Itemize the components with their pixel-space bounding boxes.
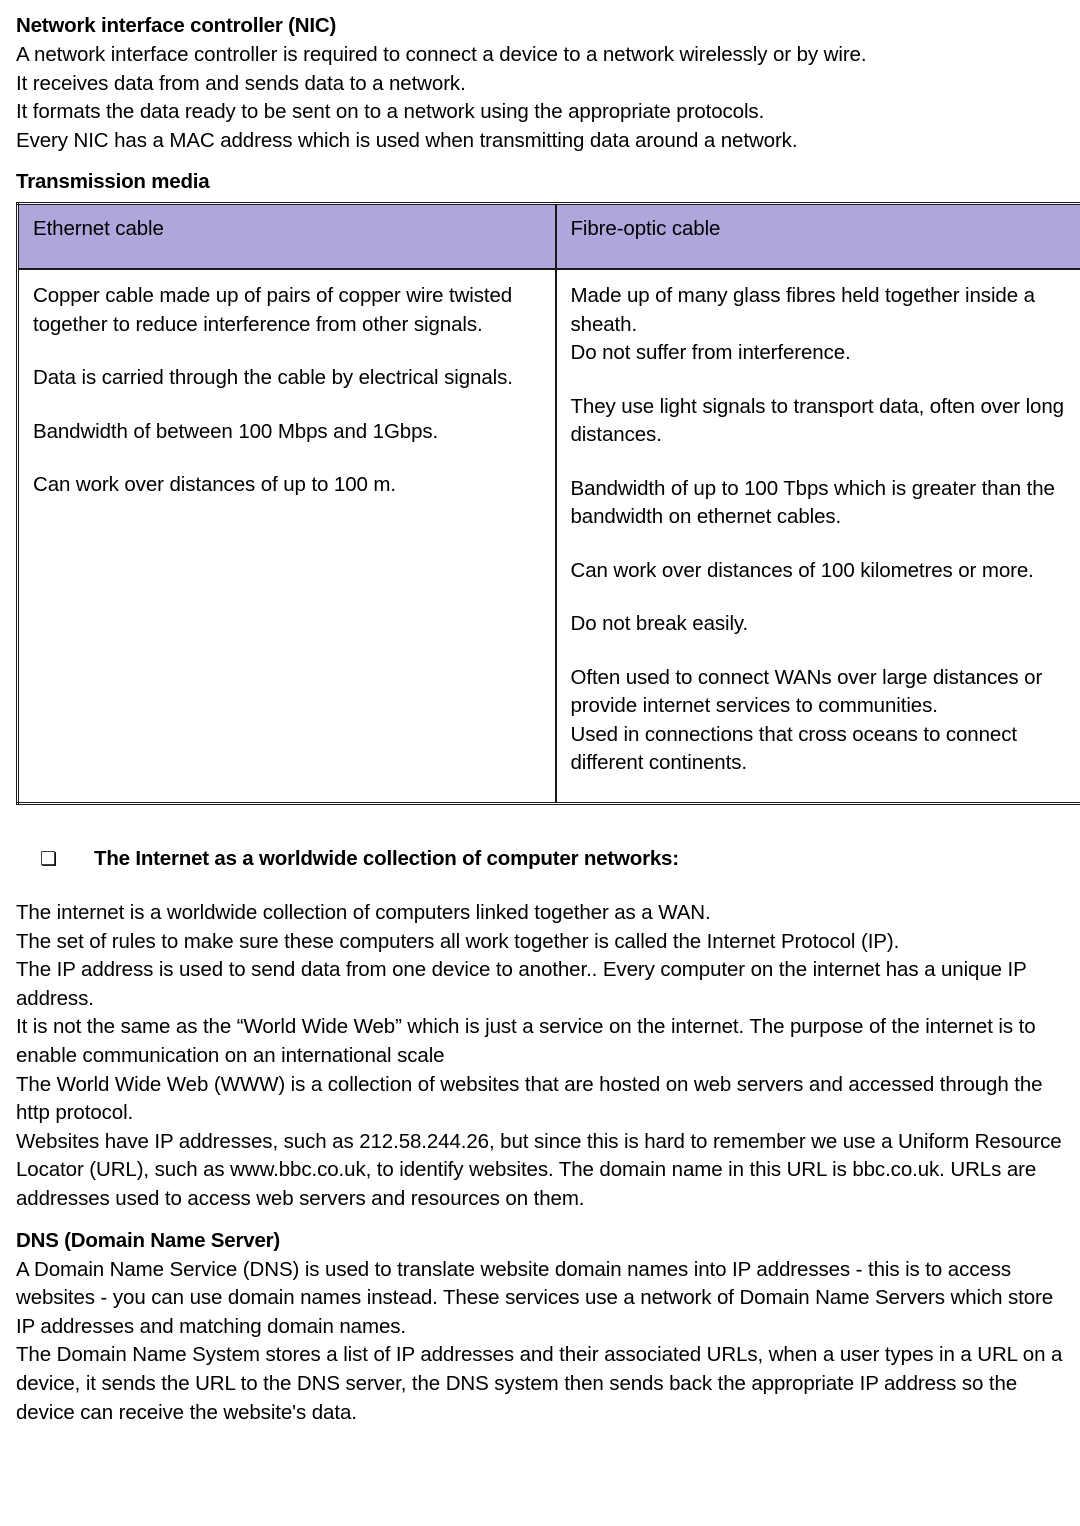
transmission-media-heading: Transmission media — [16, 170, 210, 193]
table-row — [18, 269, 1080, 804]
internet-paragraph-5: The World Wide Web (WWW) is a collection of websites that are hosted on web servers and accessed through the http protocol. — [16, 1072, 1043, 1125]
fibre-point-1 — [571, 282, 1069, 368]
column-header-fibre-optic-cable: Fibre-optic cable — [556, 204, 1080, 270]
fibre-point-2: They use light signals to transport data, often over long distances. — [570, 394, 1064, 446]
ethernet-point-2: Data is carried through the cable by electrical signals. — [33, 366, 513, 389]
transmission-media-table — [16, 202, 1080, 805]
nic-heading: Network interface controller (NIC) — [16, 14, 337, 37]
fibre-point-5: Do not break easily. — [570, 612, 749, 635]
ethernet-point-4: Can work over distances of up to 100 m. — [33, 473, 397, 496]
nic-line-4: Every NIC has a MAC address which is used when transmitting data around a network. — [16, 128, 798, 152]
fibre-point-1-line-2: Do not suffer from interference. — [570, 341, 851, 364]
fibre-point-3: Bandwidth of up to 100 Tbps which is greater than the bandwidth on ethernet cables. — [570, 476, 1055, 528]
internet-paragraph-2: The set of rules to make sure these computers all work together is called the Internet Protocol (IP). — [16, 929, 900, 953]
nic-line-2: It receives data from and sends data to a network. — [16, 71, 466, 95]
fibre-point-6 — [571, 664, 1069, 778]
internet-paragraph-3: The IP address is used to send data from one device to another.. Every computer on the internet has a unique IP address. — [16, 958, 1027, 1010]
ethernet-point-3: Bandwidth of between 100 Mbps and 1Gbps. — [33, 419, 439, 443]
internet-paragraph-4: It is not the same as the “World Wide Web” which is just a service on the internet. The purpose of the internet is to enable communication on an international scale — [16, 1015, 1036, 1067]
transmission-media-table-wrap — [16, 202, 1064, 805]
table-header-row — [18, 204, 1080, 270]
section-dns — [16, 1227, 1064, 1428]
spacer — [16, 1214, 1064, 1227]
internet-heading: The Internet as a worldwide collection of computer networks: — [94, 847, 679, 870]
dns-paragraph-2: The Domain Name System stores a list of IP addresses and their associated URLs, when a user types in a URL on a device, it sends the URL to the DNS server, the DNS system then sends back the appropriate IP address so the device can receive the website's data. — [16, 1343, 1063, 1424]
internet-paragraph-6: Websites have IP addresses, such as 212.58.244.26, but since this is hard to remember we use a Uniform Resource Locator (URL), such as www.bbc.co.uk, to identify websites. The domain name in this URL is bbc.co.uk. URLs are addresses used to access web servers and resources on them. — [16, 1129, 1062, 1210]
fibre-point-1-line-1: Made up of many glass fibres held together inside a sheath. — [570, 284, 1035, 336]
fibre-point-6-line-2: Used in connections that cross oceans to connect different continents. — [570, 722, 1017, 774]
section-internet — [16, 845, 1064, 1214]
spacer — [16, 805, 1064, 845]
internet-bullet-heading-row — [16, 845, 1064, 873]
nic-line-1: A network interface controller is required to connect a device to a network wirelessly or by wire. — [16, 43, 867, 66]
ethernet-point-1: Copper cable made up of pairs of copper wire twisted together to reduce interference from other signals. — [33, 284, 513, 336]
spacer — [16, 155, 1064, 168]
nic-line-3: It formats the data ready to be sent on to a network using the appropriate protocols. — [16, 100, 765, 123]
shadowed-square-bullet-icon: ❏ — [40, 848, 58, 870]
dns-paragraph-1: A Domain Name Service (DNS) is used to translate website domain names into IP addresses - this is to access websites - you can use domain names instead. These services use a network of Domain Name Servers which store IP addresses and matching domain names. — [16, 1257, 1054, 1338]
section-transmission-media — [16, 168, 1064, 805]
dns-heading: DNS (Domain Name Server) — [16, 1228, 281, 1252]
column-header-ethernet-cable: Ethernet cable — [18, 204, 556, 270]
fibre-point-6-line-1: Often used to connect WANs over large distances or provide internet services to communities. — [570, 665, 1043, 717]
spacer — [16, 873, 1064, 899]
internet-paragraph-1: The internet is a worldwide collection of computers linked together as a WAN. — [16, 901, 711, 924]
fibre-point-4: Can work over distances of 100 kilometres or more. — [570, 558, 1034, 582]
cell-ethernet-cable — [18, 269, 556, 804]
cell-fibre-optic-cable — [556, 269, 1080, 804]
section-nic — [16, 12, 1064, 155]
